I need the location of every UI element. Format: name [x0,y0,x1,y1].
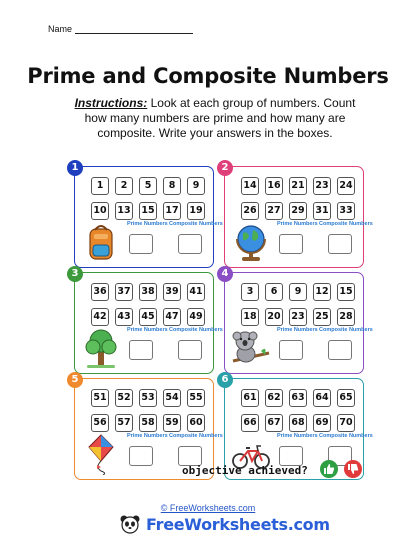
number-grid-5 [91,389,209,432]
group-badge-2: 2 [217,160,233,176]
footer-logo-text: FreeWorksheets.com [146,514,330,534]
composite-answer-box-4[interactable] [328,340,352,360]
number-grid-4 [241,283,359,326]
number-box: 63 [289,389,307,407]
number-box: 37 [115,283,133,301]
number-box: 39 [163,283,181,301]
number-box: 54 [163,389,181,407]
instructions-text: Look at each group of numbers. Count how many numbers are prime and how many are composite. Write your answers in the boxes. [84,96,356,140]
number-box: 23 [289,308,307,326]
number-box: 28 [337,308,355,326]
instructions [70,96,360,141]
number-box: 66 [241,414,259,432]
number-grid-2 [241,177,359,220]
number-box: 49 [187,308,205,326]
number-box: 52 [115,389,133,407]
page-title: Prime and Composite Numbers [27,64,389,88]
number-box: 29 [289,202,307,220]
koala-icon [231,327,271,369]
number-box: 5 [139,177,157,195]
number-box: 12 [313,283,331,301]
number-grid-6 [241,389,359,432]
group-badge-5: 5 [67,372,83,388]
composite-label: Composite Numbers [319,433,373,439]
number-box: 15 [139,202,157,220]
number-box: 69 [313,414,331,432]
number-box: 58 [139,414,157,432]
globe-icon [231,221,271,263]
composite-answer-box-5[interactable] [178,446,202,466]
kite-icon [81,433,121,475]
thumbs-up-icon[interactable] [320,460,338,478]
number-box: 55 [187,389,205,407]
number-box: 60 [187,414,205,432]
backpack-icon [81,221,121,263]
number-box: 57 [115,414,133,432]
group-card-1 [71,162,223,268]
number-box: 6 [265,283,283,301]
number-box: 26 [241,202,259,220]
prime-label: Prime Numbers [277,221,318,227]
tree-icon [81,327,121,369]
composite-answer-box-3[interactable] [178,340,202,360]
prime-label: Prime Numbers [127,433,168,439]
number-box: 25 [313,308,331,326]
number-box: 64 [313,389,331,407]
composite-label: Composite Numbers [319,327,373,333]
group-card-4 [221,268,373,374]
number-box: 43 [115,308,133,326]
number-box: 47 [163,308,181,326]
composite-label: Composite Numbers [169,327,223,333]
number-box: 10 [91,202,109,220]
number-box: 68 [289,414,307,432]
group-badge-1: 1 [67,160,83,176]
number-box: 19 [187,202,205,220]
prime-answer-box-4[interactable] [279,340,303,360]
number-grid-1 [91,177,209,220]
number-box: 9 [187,177,205,195]
composite-label: Composite Numbers [169,433,223,439]
name-input-line[interactable] [75,25,193,34]
group-badge-3: 3 [67,266,83,282]
prime-label: Prime Numbers [277,433,318,439]
number-box: 61 [241,389,259,407]
number-box: 2 [115,177,133,195]
prime-label: Prime Numbers [127,221,168,227]
number-box: 13 [115,202,133,220]
number-box: 16 [265,177,283,195]
number-box: 8 [163,177,181,195]
number-box: 65 [337,389,355,407]
prime-answer-box-5[interactable] [129,446,153,466]
number-box: 1 [91,177,109,195]
footer-logo [120,514,330,534]
number-box: 17 [163,202,181,220]
composite-answer-box-1[interactable] [178,234,202,254]
number-box: 20 [265,308,283,326]
name-label: Name [48,24,73,34]
composite-label: Composite Numbers [169,221,223,227]
number-box: 3 [241,283,259,301]
number-box: 21 [289,177,307,195]
prime-label: Prime Numbers [277,327,318,333]
number-box: 38 [139,283,157,301]
prime-answer-box-2[interactable] [279,234,303,254]
number-box: 36 [91,283,109,301]
number-box: 18 [241,308,259,326]
number-box: 27 [265,202,283,220]
number-box: 14 [241,177,259,195]
number-box: 9 [289,283,307,301]
number-box: 62 [265,389,283,407]
composite-answer-box-2[interactable] [328,234,352,254]
instructions-label: Instructions: [74,96,148,110]
group-badge-6: 6 [217,372,233,388]
number-box: 59 [163,414,181,432]
prime-answer-box-6[interactable] [279,446,303,466]
prime-answer-box-3[interactable] [129,340,153,360]
group-card-3 [71,268,223,374]
number-box: 33 [337,202,355,220]
number-grid-3 [91,283,209,326]
number-box: 42 [91,308,109,326]
group-badge-4: 4 [217,266,233,282]
panda-icon [120,514,140,534]
objective-prompt: objective achieved? [182,464,308,477]
number-box: 31 [313,202,331,220]
number-box: 56 [91,414,109,432]
number-box: 45 [139,308,157,326]
name-row [48,24,193,34]
number-box: 15 [337,283,355,301]
number-box: 53 [139,389,157,407]
number-box: 41 [187,283,205,301]
group-card-2 [221,162,373,268]
copyright-link[interactable]: © FreeWorksheets.com [160,503,256,513]
thumbs-down-icon[interactable] [344,460,362,478]
prime-label: Prime Numbers [127,327,168,333]
number-box: 24 [337,177,355,195]
number-box: 51 [91,389,109,407]
number-box: 70 [337,414,355,432]
number-box: 67 [265,414,283,432]
prime-answer-box-1[interactable] [129,234,153,254]
number-box: 23 [313,177,331,195]
composite-label: Composite Numbers [319,221,373,227]
